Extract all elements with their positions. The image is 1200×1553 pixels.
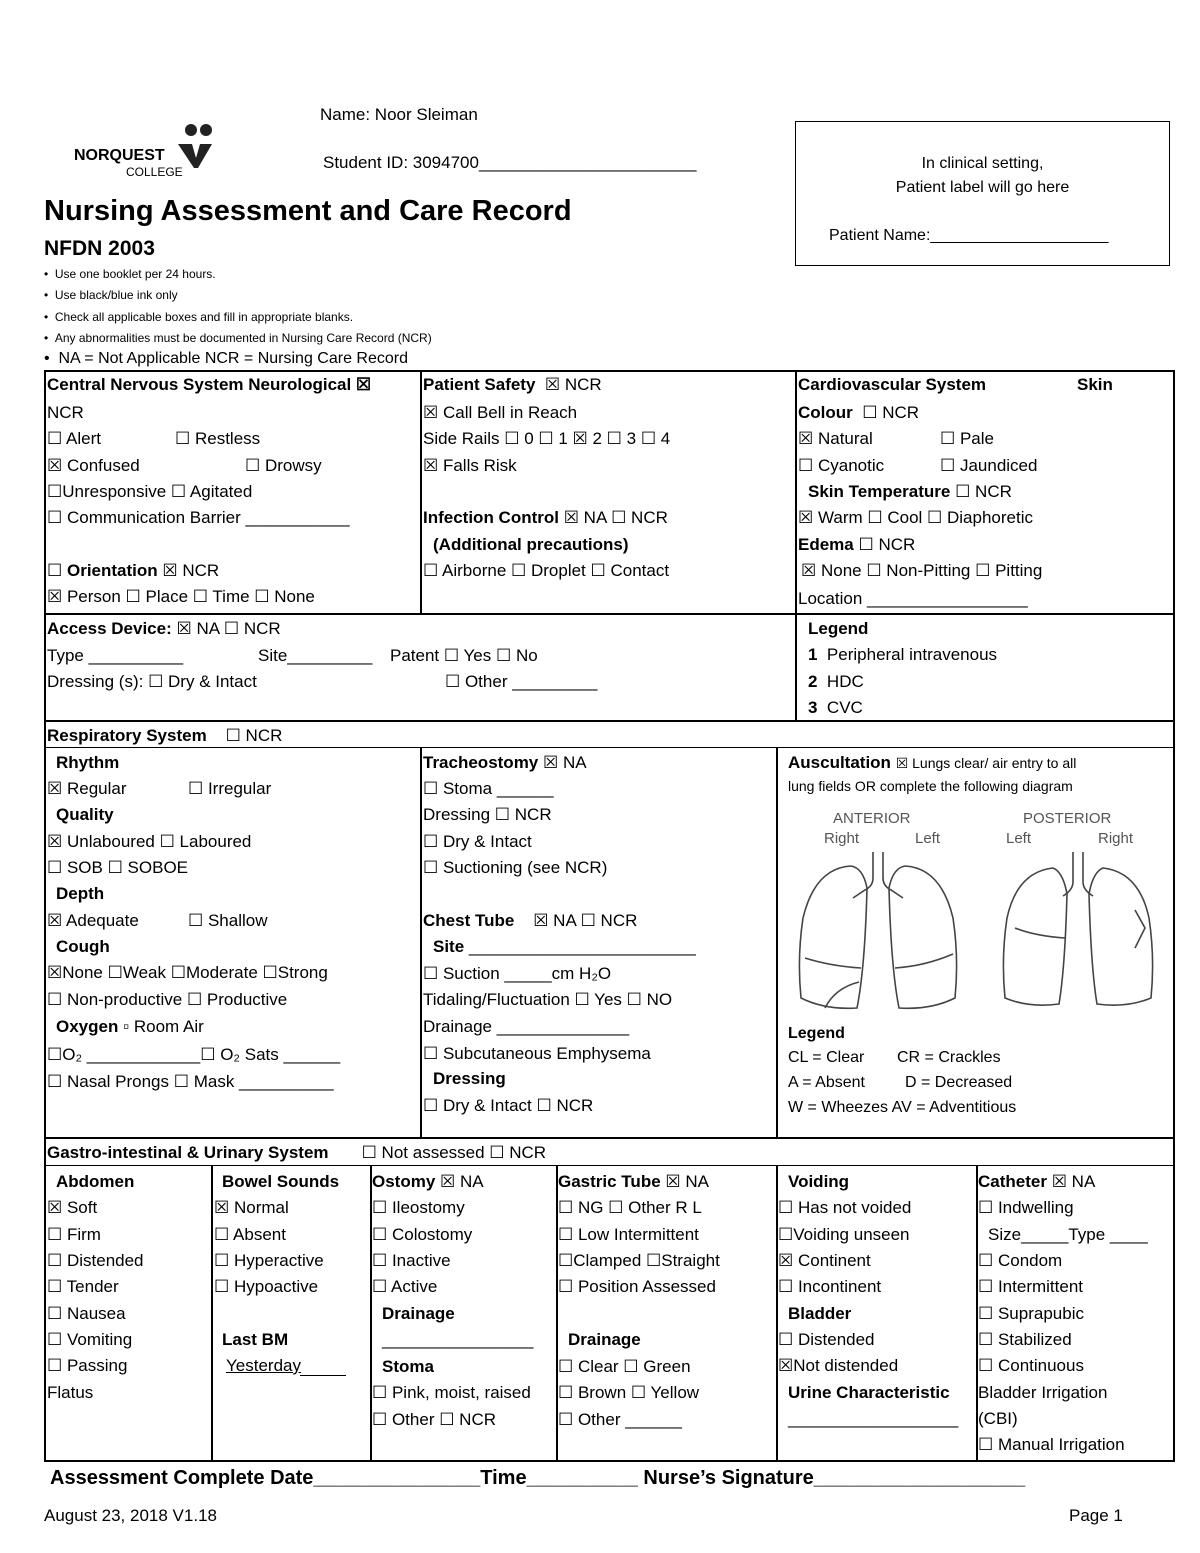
row-divider [44,613,1175,615]
communication-barrier[interactable]: ☐ Communication Barrier ___________ [47,508,350,527]
falls-risk-checkbox[interactable]: ☒ Falls Risk [423,456,517,475]
gastric-drainage-option[interactable]: ☐ Brown ☐ Yellow [558,1383,700,1402]
chest-dressing-options[interactable]: ☐ Dry & Intact ☐ NCR [423,1096,594,1115]
gi-title[interactable]: Gastro-intestinal & Urinary System ☐ Not assessed ☐ NCR [47,1143,547,1162]
drowsy-checkbox[interactable]: ☐ Drowsy [245,456,322,475]
ostomy-option[interactable]: ☐ Colostomy [372,1225,473,1244]
stoma-option[interactable]: ☐ Other ☐ NCR [372,1410,496,1429]
urine-field[interactable]: __________________ [788,1409,959,1428]
table-border-right [1173,370,1175,1462]
page-number: Page 1 [1069,1506,1123,1525]
orientation-row[interactable]: ☐ Orientation ☒ NCR [47,561,220,580]
gastric-option[interactable]: ☐Clamped ☐Straight [558,1251,720,1270]
table-border-top [44,370,1175,372]
row-divider [44,747,1175,748]
last-bm-underline [300,1375,346,1376]
trach-title[interactable]: Tracheostomy ☒ NA [423,753,587,772]
suctioning-checkbox[interactable]: ☐ Suctioning (see NCR) [423,858,608,877]
gastric-drainage-option[interactable]: ☐ Clear ☐ Green [558,1357,691,1376]
emphysema-checkbox[interactable]: ☐ Subcutaneous Emphysema [423,1044,651,1063]
adequate-checkbox[interactable]: ☒ Adequate [47,911,139,930]
abdomen-option[interactable]: ☐ Passing [47,1356,128,1375]
patient-label-line1: In clinical setting, [921,155,1044,172]
edema-location[interactable]: Location _________________ [798,589,1028,608]
page-title: Nursing Assessment and Care Record [44,195,572,227]
depth-label: Depth [56,884,105,903]
bowel-option[interactable]: ☐ Absent [214,1225,286,1244]
restless-checkbox[interactable]: ☐ Restless [175,429,261,448]
shallow-checkbox[interactable]: ☐ Shallow [188,911,268,930]
skin-title: Skin [1077,375,1113,394]
regular-checkbox[interactable]: ☒ Regular [47,779,127,798]
cardio-title: Cardiovascular System [798,375,987,394]
cns-ncr: NCR [47,403,84,422]
cough-options[interactable]: ☒None ☐Weak ☐Moderate ☐Strong [47,963,328,982]
tidaling-row[interactable]: Tidaling/Fluctuation ☐ Yes ☐ NO [423,990,673,1009]
skin-temp-options[interactable]: ☒ Warm ☐ Cool ☐ Diaphoretic [798,508,1033,527]
pale-checkbox[interactable]: ☐ Pale [940,429,994,448]
posterior-right-label: Right [1098,830,1134,847]
chest-drainage[interactable]: Drainage ______________ [423,1017,630,1036]
instruction-item: • Use black/blue ink only [44,288,178,302]
quality-options[interactable]: ☒ Unlaboured ☐ Laboured [47,832,252,851]
access-site[interactable]: Site_________ [258,646,373,665]
footer-date: August 23, 2018 V1.18 [44,1506,217,1525]
legend-item: 1 Peripheral intravenous [808,645,998,664]
abdomen-title: Abdomen [56,1172,135,1191]
voiding-option[interactable]: ☐Voiding unseen [778,1225,910,1244]
col-divider [420,370,422,613]
posterior-left-label: Left [1006,830,1032,847]
access-type[interactable]: Type __________ [47,646,184,665]
col-divider [211,1165,213,1461]
legend-item: 3 CVC [808,698,863,717]
skin-temp-row[interactable]: Skin Temperature ☐ NCR [808,482,1012,501]
voiding-option[interactable]: ☒ Continent [778,1251,871,1270]
ostomy-title[interactable]: Ostomy ☒ NA [372,1172,484,1191]
bladder-option[interactable]: ☐ Distended [778,1330,875,1349]
col-divider [795,370,797,721]
stoma-row[interactable]: ☐ Stoma ______ [423,779,554,798]
bowel-option[interactable]: ☐ Hypoactive [214,1277,319,1296]
ostomy-drainage-label: Drainage [382,1304,455,1323]
abdomen-option[interactable]: ☐ Nausea [47,1304,126,1323]
table-border-bottom [44,1460,1175,1462]
orientation-options[interactable]: ☒ Person ☐ Place ☐ Time ☐ None [47,587,315,606]
ausc-title[interactable]: Auscultation ☒ Lungs clear/ air entry to all [788,753,1077,772]
gastric-drainage-label: Drainage [568,1330,641,1349]
anterior-left-label: Left [915,830,941,847]
rhythm-label: Rhythm [56,753,120,772]
student-id: Student ID: 3094700_______________________ [323,153,697,172]
natural-checkbox[interactable]: ☒ Natural [798,429,873,448]
access-other[interactable]: ☐ Other _________ [445,672,598,691]
gastric-option[interactable]: ☐ NG ☐ Other R L [558,1198,702,1217]
col-divider [420,747,422,1137]
posterior-label: POSTERIOR [1023,810,1112,827]
patient-name-field[interactable]: Patient Name:____________________ [829,227,1109,244]
row-divider [44,1137,1175,1139]
anterior-right-label: Right [824,830,860,847]
abdomen-option[interactable]: ☐ Vomiting [47,1330,133,1349]
access-patent[interactable]: Patent ☐ Yes ☐ No [390,646,538,665]
ausc-legend-item: W = Wheezes AV = Adventitious [788,1099,1017,1116]
college-sub: COLLEGE [126,165,183,179]
bowel-title: Bowel Sounds [222,1172,340,1191]
oxygen-row[interactable]: Oxygen ▫ Room Air [56,1017,204,1036]
stoma-label: Stoma [382,1357,434,1376]
instruction-item: • Check all applicable boxes and fill in appropriate blanks. [44,310,354,324]
urine-label: Urine Characteristic [788,1383,950,1402]
cyanotic-checkbox[interactable]: ☐ Cyanotic [798,456,885,475]
abbreviations: • NA = Not Applicable NCR = Nursing Care Record [44,350,408,367]
catheter-option[interactable]: ☐ Intermittent [978,1277,1083,1296]
catheter-option[interactable]: ☐ Stabilized [978,1330,1072,1349]
trach-dry-intact[interactable]: ☐ Dry & Intact [423,832,532,851]
ausc-legend-item: A = Absent [788,1074,865,1091]
quality-label: Quality [56,805,114,824]
o2-row[interactable]: ☐O₂ ____________☐ O₂ Sats ______ [47,1045,341,1064]
side-rails[interactable]: Side Rails ☐ 0 ☐ 1 ☒ 2 ☐ 3 ☐ 4 [423,429,671,448]
last-bm-label: Last BM [222,1330,289,1349]
bowel-option[interactable]: ☐ Hyperactive [214,1251,324,1270]
chest-tube-title[interactable]: Chest Tube ☒ NA ☐ NCR [423,911,638,930]
ausc-legend-item: D = Decreased [905,1074,1013,1091]
abdomen-option: Flatus [47,1383,94,1402]
catheter-option[interactable]: ☐ Manual Irrigation [978,1435,1125,1454]
productive-options[interactable]: ☐ Non-productive ☐ Productive [47,990,288,1009]
ostomy-drainage-field[interactable]: ________________ [382,1330,534,1349]
catheter-option[interactable]: ☐ Suprapubic [978,1304,1084,1323]
student-name: Name: Noor Sleiman [320,105,478,124]
legend-title: Legend [808,619,869,638]
chest-dressing-label: Dressing [433,1069,506,1088]
gastric-option[interactable]: ☐ Low Intermittent [558,1225,699,1244]
prongs-row[interactable]: ☐ Nasal Prongs ☐ Mask __________ [47,1072,334,1091]
unresponsive-agitated[interactable]: ☐Unresponsive ☐ Agitated [47,482,253,501]
ostomy-option[interactable]: ☐ Ileostomy [372,1198,465,1217]
abdomen-option[interactable]: ☐ Tender [47,1277,119,1296]
call-bell-checkbox[interactable]: ☒ Call Bell in Reach [423,403,578,422]
row-divider [44,720,1175,722]
stoma-option[interactable]: ☐ Pink, moist, raised [372,1383,531,1402]
gastric-title[interactable]: Gastric Tube ☒ NA [558,1172,709,1191]
ostomy-option[interactable]: ☐ Inactive [372,1251,451,1270]
abdomen-option[interactable]: ☐ Distended [47,1251,144,1270]
course-code: NFDN 2003 [44,237,155,260]
catheter-title[interactable]: Catheter ☒ NA [978,1172,1096,1191]
sob-options[interactable]: ☐ SOB ☐ SOBOE [47,858,189,877]
assessment-complete-line[interactable]: Assessment Complete Date_______________Time__________ Nurse’s Signature___________________ [50,1467,1026,1489]
anterior-label: ANTERIOR [833,810,911,827]
bladder-irrigation-label: Bladder Irrigation [978,1383,1108,1402]
access-title[interactable]: Access Device: ☒ NA ☐ NCR [47,619,281,638]
cough-label: Cough [56,937,110,956]
edema-options[interactable]: ☒ None ☐ Non-Pitting ☐ Pitting [801,561,1043,580]
edema-row[interactable]: Edema ☐ NCR [798,535,916,554]
confused-checkbox[interactable]: ☒ Confused [47,456,140,475]
infection-subtitle: (Additional precautions) [433,535,629,554]
college-logo [74,122,214,180]
access-dressing[interactable]: Dressing (s): ☐ Dry & Intact [47,672,257,691]
voiding-option[interactable]: ☐ Incontinent [778,1277,882,1296]
bladder-label: Bladder [788,1304,852,1323]
suction-row[interactable]: ☐ Suction _____cm H₂O [423,964,612,983]
posterior-lungs-diagram[interactable] [995,848,1165,1018]
legend-item: 2 HDC [808,672,864,691]
college-name: NORQUEST [74,147,165,164]
instruction-item: • Any abnormalities must be documented in Nursing Care Record (NCR) [44,331,432,345]
bowel-option[interactable]: ☒ Normal [214,1198,289,1217]
voiding-option[interactable]: ☐ Has not voided [778,1198,912,1217]
ausc-legend-item: CL = Clear [788,1049,865,1066]
chest-site[interactable]: Site ________________________ [433,937,696,956]
irregular-checkbox[interactable]: ☐ Irregular [188,779,272,798]
row-divider [44,1165,1175,1166]
patient-label-box[interactable] [795,121,1170,266]
catheter-option[interactable]: ☐ Indwelling [978,1198,1074,1217]
catheter-option[interactable]: ☐ Condom [978,1251,1063,1270]
colour-row[interactable]: Colour ☐ NCR [798,403,920,422]
gastric-option[interactable]: ☐ Position Assessed [558,1277,716,1296]
last-bm-value[interactable]: Yesterday [226,1356,301,1375]
cbi-label: (CBI) [978,1409,1018,1428]
precaution-options[interactable]: ☐ Airborne ☐ Droplet ☐ Contact [423,561,670,580]
alert-checkbox[interactable]: ☐ Alert [47,429,101,448]
abdomen-option[interactable]: ☐ Firm [47,1225,101,1244]
instruction-item: • Use one booklet per 24 hours. [44,267,216,281]
voiding-title: Voiding [788,1172,850,1191]
cns-title[interactable]: Central Nervous System Neurological ☒ [47,375,372,394]
gastric-drainage-option[interactable]: ☐ Other ______ [558,1410,682,1429]
bladder-option[interactable]: ☒Not distended [778,1356,899,1375]
table-border-left [44,370,46,1462]
infection-control-title[interactable]: Infection Control ☒ NA ☐ NCR [423,508,668,527]
col-divider [776,747,778,1137]
abdomen-option[interactable]: ☒ Soft [47,1198,98,1217]
patient-label-line2: Patient label will go here [895,179,1070,196]
ausc-legend-title: Legend [788,1025,845,1042]
catheter-size-type[interactable]: Size_____Type ____ [988,1225,1148,1244]
ostomy-option[interactable]: ☐ Active [372,1277,438,1296]
resp-title[interactable]: Respiratory System ☐ NCR [47,726,283,745]
trach-dressing[interactable]: Dressing ☐ NCR [423,805,552,824]
jaundiced-checkbox[interactable]: ☐ Jaundiced [940,456,1038,475]
ausc-legend-item: CR = Crackles [897,1049,1001,1066]
anterior-lungs-diagram[interactable] [795,848,965,1018]
safety-title[interactable]: Patient Safety ☒ NCR [423,375,602,394]
ausc-instruction: lung fields OR complete the following diagram [788,778,1073,794]
catheter-option[interactable]: ☐ Continuous [978,1356,1084,1375]
